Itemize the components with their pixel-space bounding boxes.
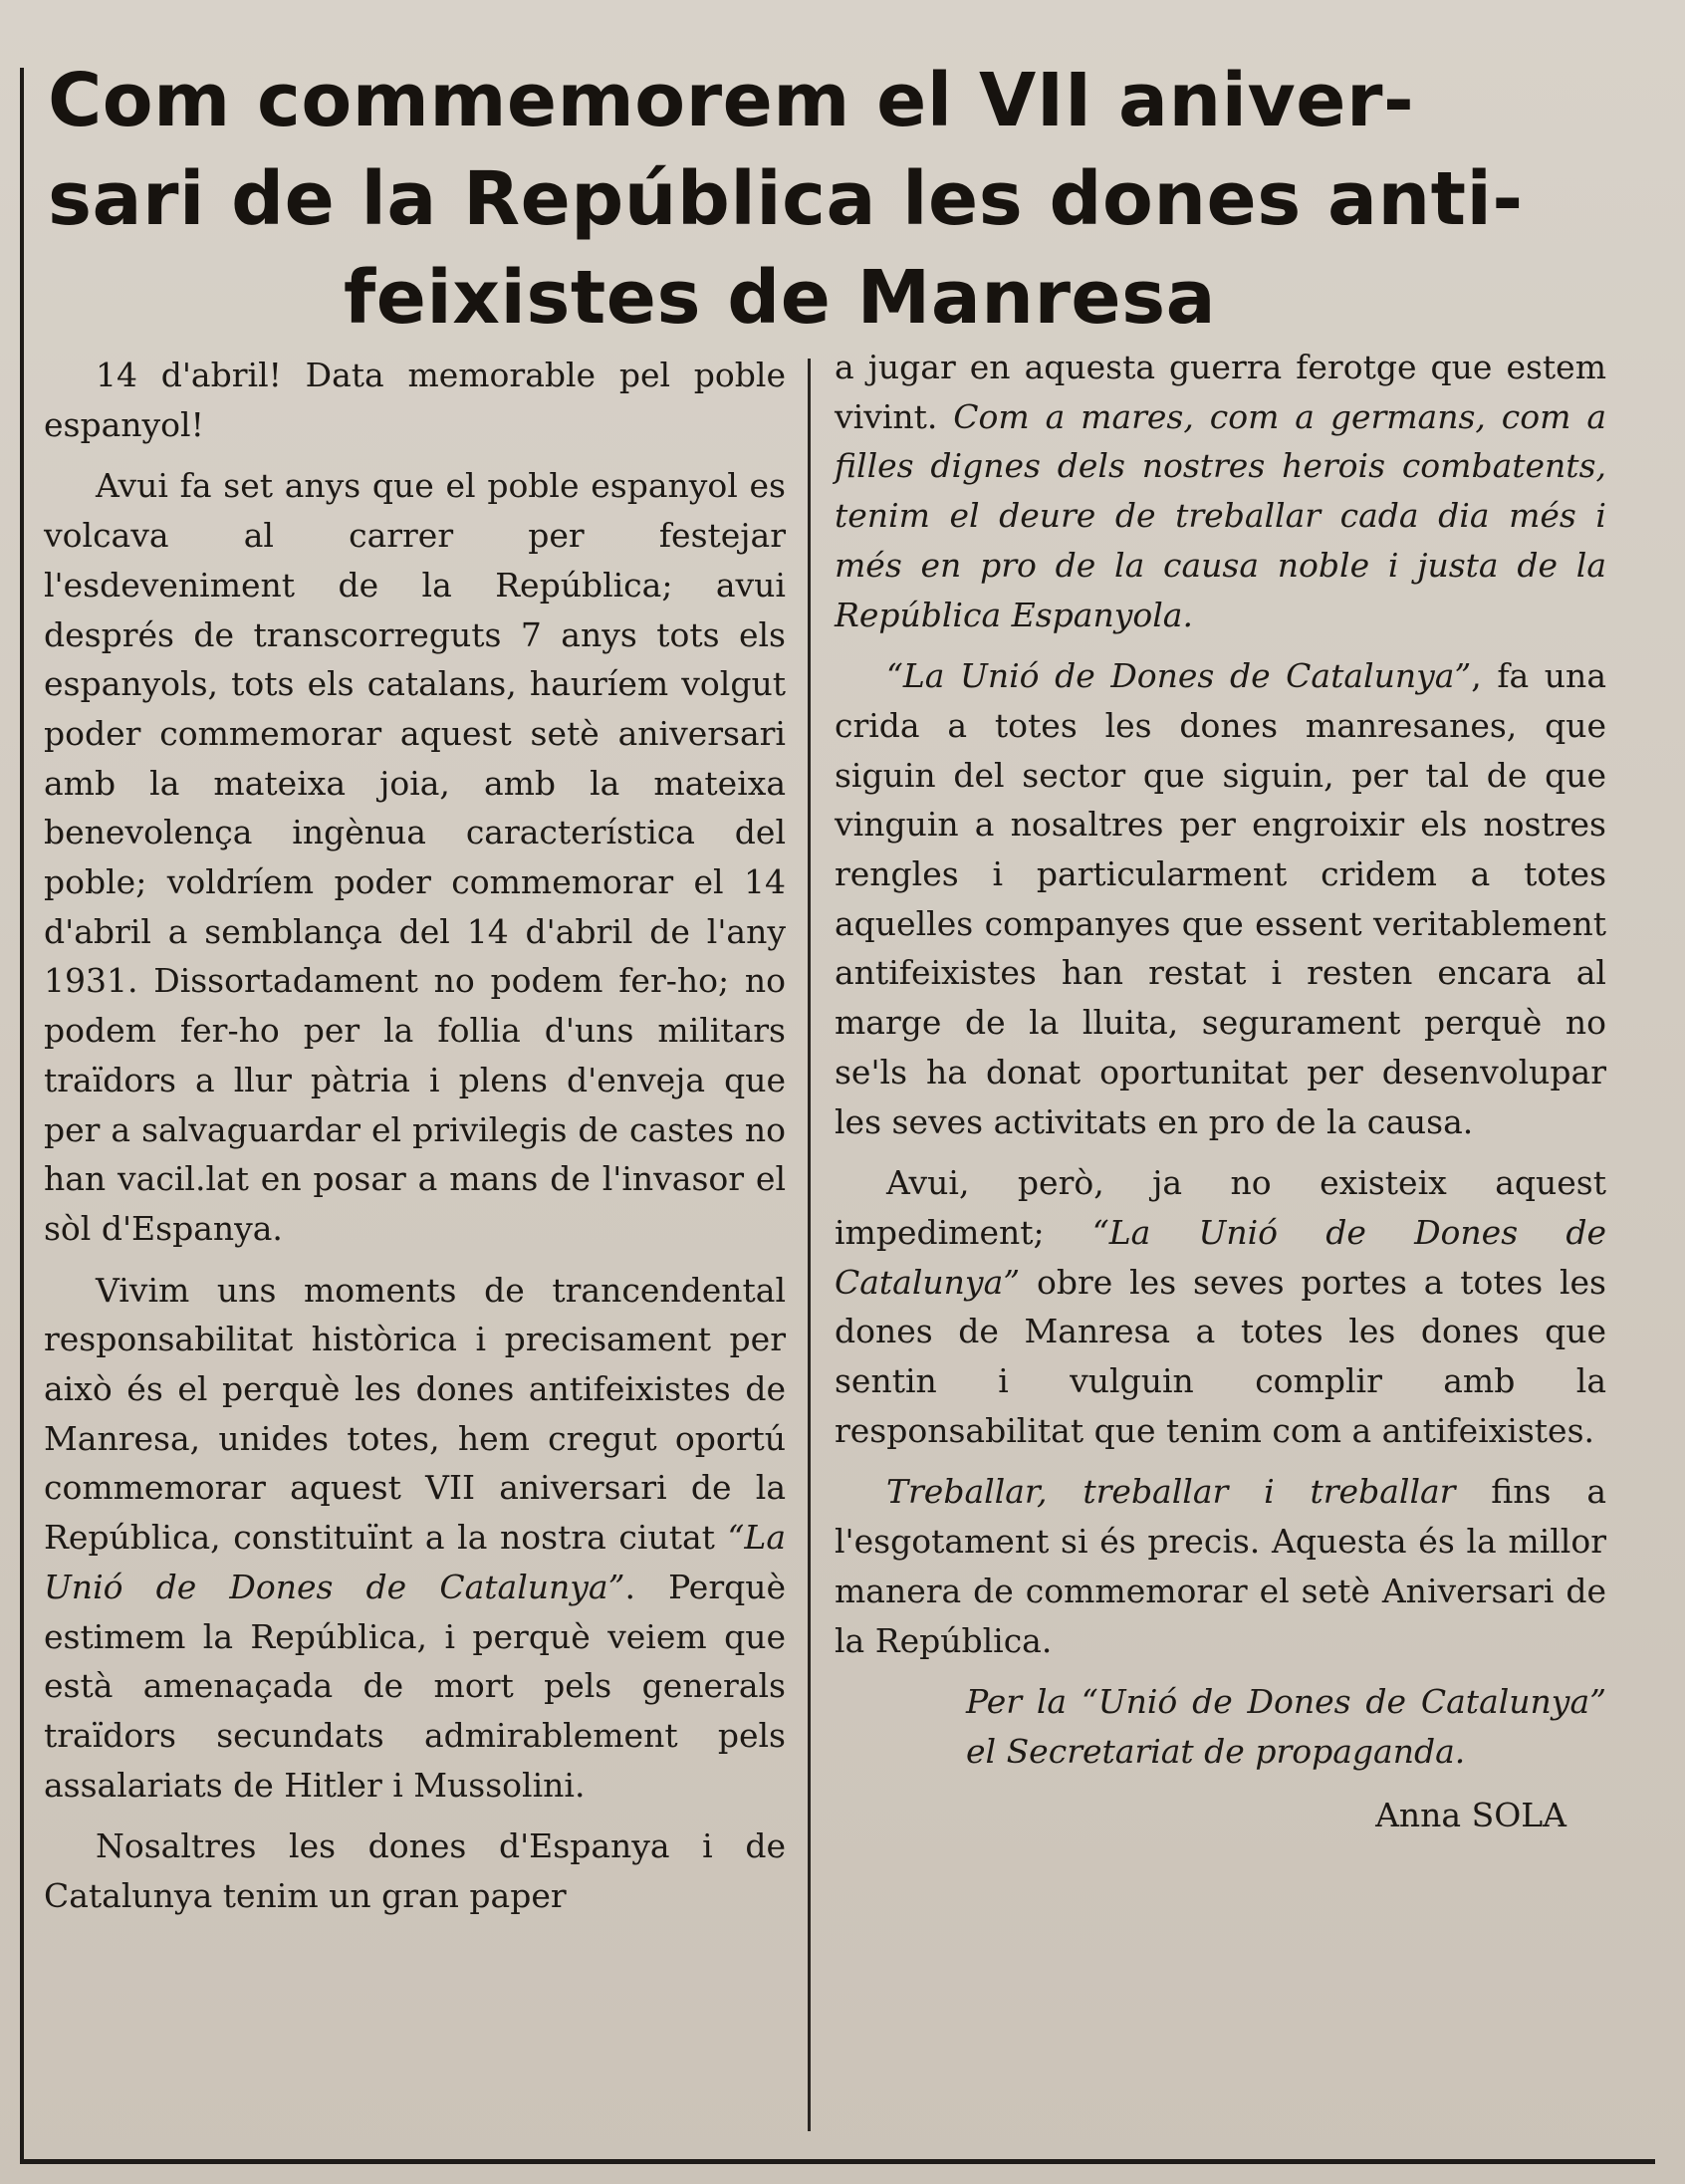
headline-line-3: feixistes de Manresa: [344, 255, 1217, 341]
author-signature: Anna SOLA: [1375, 1795, 1566, 1834]
left-paragraph-2: Avui fa set anys que el poble espanyol es volcava al carrer per festejar l'esdeveniment de la República; avui després de transcorreguts 7 anys tots els espanyols, tots els catalans, hauríem volgut poder commemorar aquest setè aniversari amb la mateixa joia, amb la mateixa benevolença ingènua característica del poble; voldríem poder commemorar el 14 d'abril a semblança del 14 d'abril de l'any 1931. Dissortadament no podem fer-ho; no podem fer-ho per la follia d'uns militars traïdors a llur pàtria i plens d'enveja que per a salvaguardar el privilegis de castes no han vacil.lat en posar a mans de l'invasor el sòl d'Espanya.: [44, 466, 786, 1248]
headline-line-2: sari de la República les dones anti-: [48, 156, 1524, 242]
right-paragraph-2: [835, 651, 1606, 1146]
left-border-rule: [20, 68, 24, 2159]
left-column: [44, 351, 786, 1933]
right-paragraph-1-italic: Com a mares, com a germans, com a filles dignes dels nostres herois combatents, tenim el deure de treballar cada dia més i més en pro de la causa noble i justa de la República Espanyola.: [835, 396, 1606, 634]
right-paragraph-3-text-b: obre les seves portes a totes les dones de Manresa a totes les dones que sentin i vulguin complir amb la responsabilitat que tenim com a antifeixistes.: [835, 1262, 1606, 1450]
right-paragraph-1-text-a: a jugar en aquesta guerra ferotge que estem vivint.: [835, 348, 1606, 436]
left-paragraph-1: 14 d'abril! Data memorable pel poble espanyol!: [44, 356, 786, 444]
right-paragraph-4: [835, 1467, 1606, 1665]
right-paragraph-3-quote: “La Unió de Dones de Catalunya”: [835, 1212, 1607, 1302]
left-paragraph-4: Nosaltres les dones d'Espanya i de Catalunya tenim un gran paper: [44, 1826, 786, 1916]
signature-block: Per la “Unió de Dones de Catalunya” el Secretariat de propaganda.: [966, 1682, 1606, 1771]
left-paragraph-3-text-b: . Perquè estimem la República, i perquè veiem que està amenaçada de mort pels generals traïdors secundats admirablement pels assalariats de Hitler i Mussolini.: [44, 1567, 787, 1805]
article-headline: [40, 52, 1653, 348]
left-paragraph-3: [44, 1266, 786, 1811]
right-paragraph-3-text-a: Avui, però, ja no existeix aquest impediment;: [835, 1163, 1606, 1252]
right-paragraph-2-text-b: , fa una crida a totes les dones manresanes, que siguin del sector que siguin, per tal de que vinguin a nosaltres per engroixir els nostres rengles i particularment cridem a totes aquelles companyes que essent veritablement antifeixistes han restat i resten encara al marge de la lluita, segurament perquè no se'ls ha donat oportunitat per desenvolupar les seves activitats en pro de la causa.: [835, 656, 1606, 1141]
left-paragraph-3-text-a: Vivim uns moments de trancendental responsabilitat històrica i precisament per això és el perquè les dones antifeixistes de Manresa, unides totes, hem cregut oportú commemorar aquest VII aniversari de la República, constituïnt a la nostra ciutat: [44, 1270, 786, 1558]
left-paragraph-3-quote: “La Unió de Dones de Catalunya”: [44, 1518, 786, 1606]
right-column: [835, 343, 1606, 1851]
right-paragraph-4-italic: Treballar, treballar i treballar: [886, 1472, 1456, 1512]
headline-line-1: Com commemorem el VII aniver-: [48, 58, 1415, 143]
right-paragraph-2-quote: “La Unió de Dones de Catalunya”: [886, 656, 1472, 696]
right-paragraph-4-text-b: fins a l'esgotament si és precis. Aquesta és la millor manera de commemorar el setè Aniversari de la República.: [835, 1472, 1606, 1660]
column-divider: [808, 359, 811, 2131]
bottom-border-rule: [20, 2159, 1655, 2164]
right-paragraph-1: [835, 343, 1606, 639]
right-paragraph-3: [835, 1158, 1606, 1455]
